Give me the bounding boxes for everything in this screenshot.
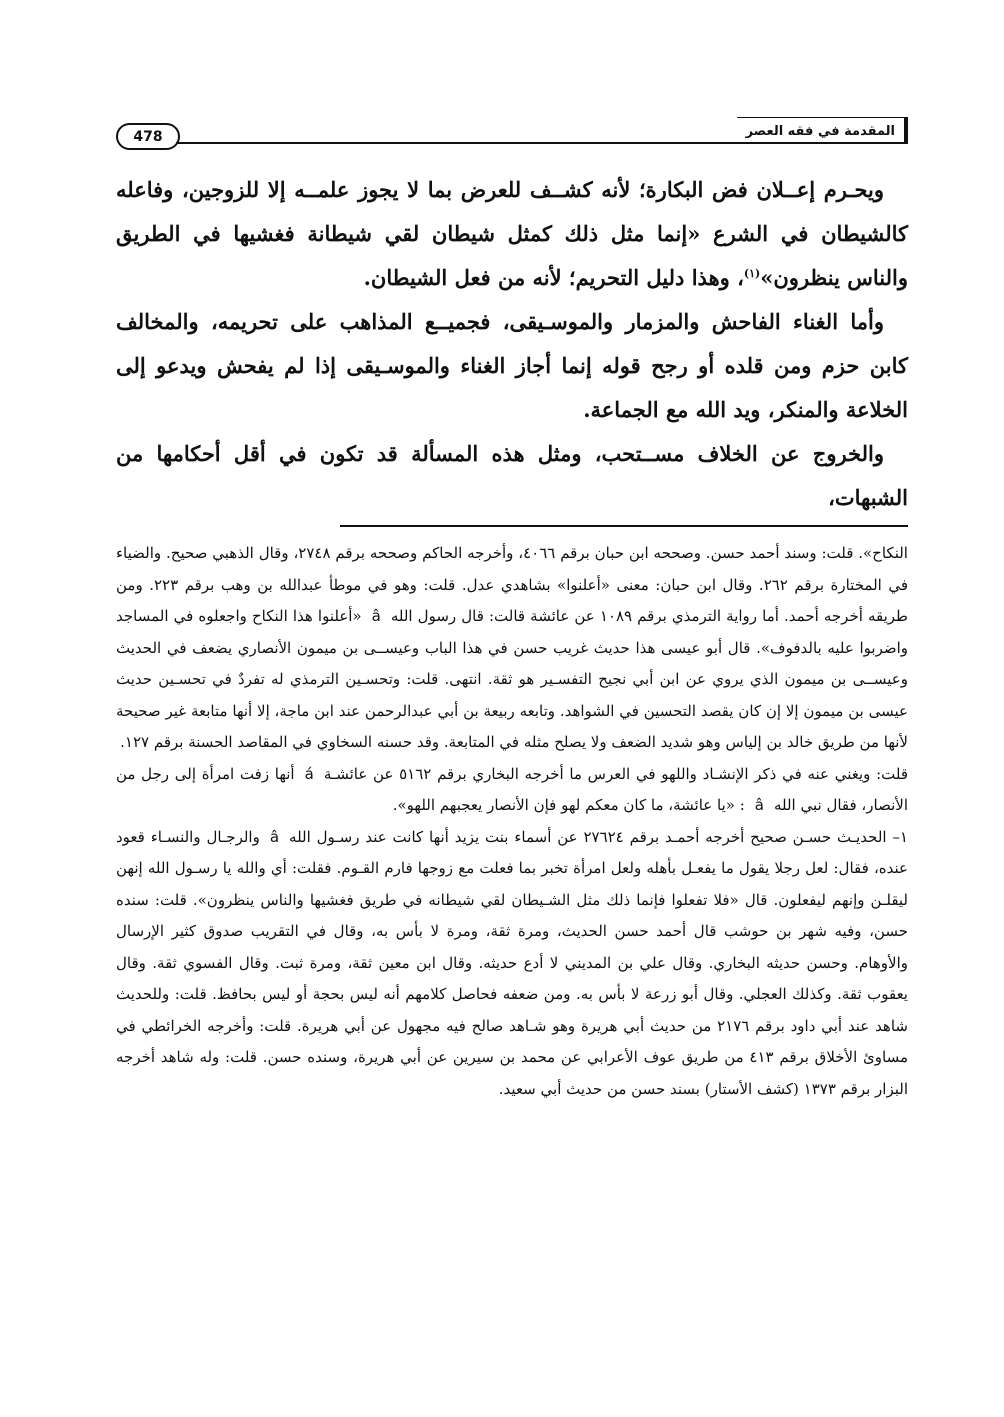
footnote-text: النكاح». قلت: وسند أحمد حسن. وصححه ابن حبان برقم ٤٠٦٦، وأخرجه الحاكم وصححه برقم ٢٧٤٨، وقال الذهبي صحيح. والضياء في المختارة برقم ٢٦٢. وقال ابن حبان: معنى «أعلنوا» بشاهدي عدل. قلت: وهو في موطأ عبدالله بن وهب برقم ٢٢٣. ومن طريقه أخرجه أحمد. أما رواية الترمذي برقم ١٠٨٩ عن عائشة قالت: قال رسول الله	[116, 544, 908, 625]
footnote-separator	[340, 525, 908, 527]
main-paragraph: وأما الغناء الفاحش والمزمار والموسـيقى، فجميــع المذاهب على تحريمه، والمخالف كابن حزم ومن قلده أو رجح قوله إنما أجاز الغناء والموسـيقى إذا لم يفحش ويدعو إلى الخلاعة والمنكر، ويد الله مع الجماعة.	[116, 309, 908, 422]
page-number: 478	[116, 123, 180, 150]
honorific-glyph: â	[269, 827, 280, 846]
footnote-text: : «يا عائشة، ما كان معكم لهو فإن الأنصار يعجبهم اللهو».	[392, 796, 745, 814]
footnote-text: أنها زفت امرأة إلى رجل من الأنصار، فقال نبي الله	[116, 764, 908, 814]
footnote-block	[116, 759, 908, 822]
honorific-glyph: á	[304, 764, 314, 783]
main-paragraph	[116, 168, 908, 300]
footnote-text: «أعلنوا هذا النكاح واجعلوه في المساجد واضربوا عليه بالدفوف». قال أبو عيسى هذا حديث غريب حسن في هذا الباب وعيســى بن ميمون الأنصاري يضعف في الحديث وعيســى بن ميمون الذي يروي عن ابن أبي نجيح التفسـير هو ثقة. انتهى. قلت: وتحسـين الترمذي له تفردٌ في تحسـين حديث عيسى بن ميمون إلا إن كان يقصد التحسين في الشواهد. وتابعه ربيعة بن أبي عبدالرحمن عند ابن ماجة، إلا أنها متابعة غير صحيحة لأنها من طريق خالد بن إلياس وهو شديد الضعف ولا يصلح مثله في المتابعة. وقد حسنه السخاوي في المقاصد الحسنة برقم ١٢٧.	[116, 607, 908, 751]
footnote-block	[116, 538, 908, 759]
footnotes	[116, 538, 908, 1105]
header-rule	[176, 142, 753, 144]
footnote-text: ١– الحديـث حسـن صحيح أخرجه أحمـد برقم ٢٧٦٢٤ عن أسماء بنت يزيد أنها كانت عند رسـول الله	[289, 827, 908, 846]
running-title: المقدمة في فقه العصر	[737, 117, 908, 144]
footnote-text: والرجـال والنسـاء قعود عنده، فقال: لعل رجلا يقول ما يفعـل بأهله ولعل امرأة تخبر بما فعلت مع زوجها فارم القـوم. فقلت: أي والله يا رسـول الله إنهن ليقلـن وإنهم ليفعلون. قال «فلا تفعلوا فإنما ذلك مثل الشـيطان لقي شيطانه في طريق فغشيها والناس ينظرون». قلت: سنده حسن، وفيه شهر بن حوشب قال أحمد حسن الحديث، ومرة ثقة، ومرة لا بأس به، وقال في التقريب صدوق كثير الإرسال والأوهام. وحسن حديثه البخاري. وقال علي بن المديني لا أدع حديثه. وقال ابن معين ثقة، ومرة ثبت. وقال الفسوي ثقة. وقال يعقوب ثقة. وكذلك العجلي. وقال أبو زرعة لا بأس به. ومن ضعفه فحاصل كلامهم أنه ليس بحجة أو ليس بحافظ. قلت: وللحديث شاهد عند أبي داود برقم ٢١٧٦ من حديث أبي هريرة وهو شـاهد صالح فيه مجهول عن أبي هريرة. قلت: وأخرجه الخرائطي في مساوئ الأخلاق برقم ٤١٣ من طريق عوف الأعرابي عن محمد بن سيرين عن أبي هريرة، وسنده حسن. قلت: وله شاهد أخرجه البزار برقم ١٣٧٣ (كشف الأستار) بسند حسن من حديث أبي سعيد.	[116, 827, 908, 1098]
paragraph-text: ويحـرم إعــلان فض البكارة؛ لأنه كشــف للعرض بما لا يجوز علمــه إلا للزوجين، وفاعله كالشيطان في الشرع «إنما مثل ذلك كمثل شيطان لقي شيطانة فغشيها في الطريق والناس ينظرون»	[116, 177, 908, 290]
honorific-glyph: â	[754, 796, 764, 814]
paragraph-text: ، وهذا دليل التحريم؛ لأنه من فعل الشيطان.	[363, 265, 744, 290]
footnote-text: قلت: ويغني عنه في ذكر الإنشـاد واللهو في العرس ما أخرجه البخاري برقم ٥١٦٢ عن عائشـة	[323, 764, 909, 783]
page-header	[116, 117, 908, 151]
main-paragraph: والخروج عن الخلاف مســتحب، ومثل هذه المسألة قد تكون في أقل أحكامها من الشبهات،	[116, 441, 908, 510]
honorific-glyph: â	[371, 607, 381, 625]
footnote-marker: (١)	[743, 267, 761, 280]
main-text	[116, 168, 908, 520]
footnote-block	[116, 822, 908, 1106]
